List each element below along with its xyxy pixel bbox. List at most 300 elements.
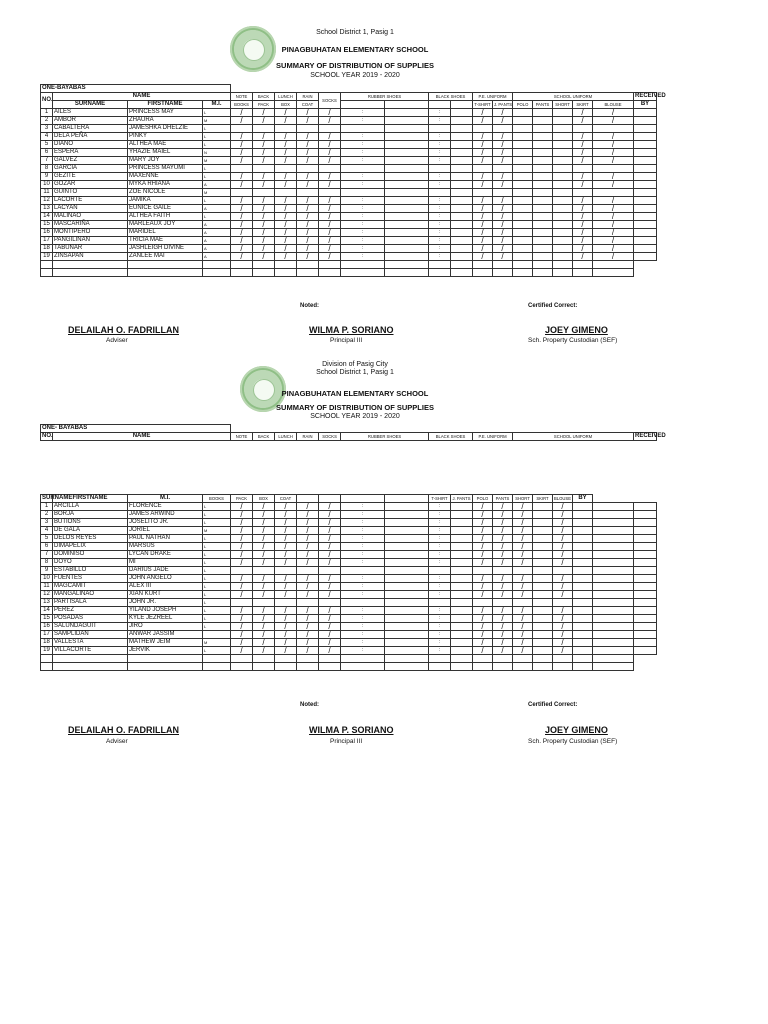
name-header: NAME <box>53 433 231 441</box>
mark-cell: / <box>231 535 253 543</box>
empty-cell <box>593 261 634 269</box>
uniform-sub-header-0: POLO <box>513 101 533 109</box>
school-name: PINAGBUHATAN ELEMENTARY SCHOOL <box>281 389 429 398</box>
mark-cell: / <box>231 149 253 157</box>
empty-cell <box>253 655 275 663</box>
empty-cell <box>41 261 53 269</box>
firstname-cell: JOHN JR. <box>128 599 203 607</box>
mark-cell: / <box>473 141 493 149</box>
blank-cell <box>231 425 253 433</box>
mark-cell <box>573 647 593 655</box>
firstname-cell: JERVIK <box>128 647 203 655</box>
mark-cell <box>533 197 553 205</box>
mark-cell <box>385 157 429 165</box>
mark-cell: / <box>553 527 573 535</box>
mi-cell: L <box>203 559 231 567</box>
mark-cell: / <box>297 607 319 615</box>
mark-cell: : <box>341 607 385 615</box>
empty-cell <box>53 261 128 269</box>
empty-cell <box>385 261 429 269</box>
mark-cell <box>553 165 573 173</box>
mark-cell: / <box>231 245 253 253</box>
mark-cell: / <box>493 639 513 647</box>
received-cell <box>634 141 657 149</box>
firstname-cell: KYLE JEZREEL <box>128 615 203 623</box>
empty-cell <box>473 663 493 671</box>
mark-cell <box>513 205 533 213</box>
mark-cell: / <box>513 647 533 655</box>
mark-cell <box>573 551 593 559</box>
mark-cell: : <box>341 237 385 245</box>
mark-cell: / <box>297 149 319 157</box>
empty-cell <box>203 261 231 269</box>
mark-cell: : <box>341 157 385 165</box>
mark-cell: / <box>319 591 341 599</box>
mark-cell <box>553 205 573 213</box>
mi-cell: L <box>203 567 231 575</box>
mark-cell <box>573 527 593 535</box>
row-number: 6 <box>41 543 53 551</box>
mark-cell: / <box>297 157 319 165</box>
mi-header: M.I. <box>203 101 231 109</box>
item-header-3: RAIN <box>297 93 319 101</box>
mark-cell: / <box>493 133 513 141</box>
mark-cell: / <box>593 213 634 221</box>
mark-cell: / <box>573 245 593 253</box>
row-number: 6 <box>41 149 53 157</box>
mark-cell <box>451 165 473 173</box>
table-row <box>41 559 657 567</box>
mark-cell: : <box>429 559 451 567</box>
table-row <box>41 253 657 261</box>
mi-cell: A <box>203 181 231 189</box>
mark-cell <box>533 205 553 213</box>
mark-cell: / <box>593 221 634 229</box>
row-number: 8 <box>41 165 53 173</box>
mark-cell: / <box>593 157 634 165</box>
mark-cell: : <box>341 559 385 567</box>
mark-cell: / <box>297 623 319 631</box>
mark-cell <box>573 599 593 607</box>
mark-cell <box>533 647 553 655</box>
mi-cell: A <box>203 205 231 213</box>
mark-cell: / <box>513 543 533 551</box>
mark-cell: / <box>275 221 297 229</box>
mark-cell: / <box>275 559 297 567</box>
item-header-0: NOTE <box>231 93 253 101</box>
mark-cell: / <box>473 615 493 623</box>
mark-cell <box>513 173 533 181</box>
received-cell <box>634 551 657 559</box>
mark-cell: : <box>429 253 451 261</box>
empty-cell <box>231 269 253 277</box>
uniform-sub-header-3: SKIRT <box>533 495 553 503</box>
firstname-cell: JORIEL <box>128 527 203 535</box>
row-number: 10 <box>41 181 53 189</box>
surname-cell: BORJA <box>53 511 128 519</box>
mark-cell <box>533 245 553 253</box>
empty-cell <box>573 655 593 663</box>
mark-cell: / <box>253 631 275 639</box>
mark-cell: / <box>231 229 253 237</box>
mark-cell: / <box>473 575 493 583</box>
mark-cell: / <box>275 631 297 639</box>
row-number: 9 <box>41 173 53 181</box>
blank-cell <box>319 85 341 93</box>
mark-cell <box>451 117 473 125</box>
section-label: ONE- BAYABAS <box>41 425 231 433</box>
mark-cell <box>553 133 573 141</box>
mark-cell: / <box>473 237 493 245</box>
mark-cell: : <box>429 535 451 543</box>
firstname-cell: JIRO <box>128 623 203 631</box>
mark-cell <box>451 181 473 189</box>
firstname-cell: YILAND JOSEPH <box>128 607 203 615</box>
empty-cell <box>429 269 451 277</box>
empty-cell <box>593 655 634 663</box>
received-cell <box>634 583 657 591</box>
mark-cell: / <box>275 229 297 237</box>
mi-cell: L <box>203 133 231 141</box>
row-number: 5 <box>41 535 53 543</box>
mark-cell: / <box>297 551 319 559</box>
mark-cell <box>513 109 533 117</box>
mark-cell <box>513 149 533 157</box>
blank-cell <box>253 85 275 93</box>
empty-cell <box>231 655 253 663</box>
received-cell <box>634 237 657 245</box>
empty-cell <box>451 261 473 269</box>
mark-cell: : <box>341 205 385 213</box>
mark-cell: : <box>429 149 451 157</box>
mark-cell: / <box>319 229 341 237</box>
mark-cell: / <box>493 181 513 189</box>
empty-cell <box>341 663 385 671</box>
mark-cell: / <box>275 205 297 213</box>
mark-cell <box>385 165 429 173</box>
mi-cell: L <box>203 109 231 117</box>
school-year: SCHOOL YEAR 2019 - 2020 <box>310 72 400 79</box>
mark-cell <box>593 519 634 527</box>
firstname-cell: MYKA RHIANA <box>128 181 203 189</box>
row-number: 3 <box>41 125 53 133</box>
surname-cell: PANGILINAN <box>53 237 128 245</box>
mark-cell <box>451 237 473 245</box>
mi-cell: A <box>203 245 231 253</box>
mark-cell: : <box>429 511 451 519</box>
empty-cell <box>385 655 429 663</box>
mark-cell: : <box>341 141 385 149</box>
mark-cell: : <box>341 647 385 655</box>
mark-cell: / <box>275 109 297 117</box>
mark-cell <box>451 639 473 647</box>
empty-cell <box>203 269 231 277</box>
received-cell <box>634 591 657 599</box>
mark-cell: / <box>473 253 493 261</box>
mark-cell: / <box>493 253 513 261</box>
mark-cell <box>385 237 429 245</box>
empty-cell <box>275 663 297 671</box>
received-cell <box>634 567 657 575</box>
mark-cell: / <box>493 615 513 623</box>
empty-cell <box>493 663 513 671</box>
table-row <box>41 141 657 149</box>
row-number: 17 <box>41 237 53 245</box>
mark-cell: : <box>429 575 451 583</box>
table-row <box>41 575 657 583</box>
mark-cell: / <box>319 535 341 543</box>
mark-cell <box>533 607 553 615</box>
table-row <box>41 109 657 117</box>
mark-cell: : <box>429 527 451 535</box>
firstname-cell: MARLEAUX JOY <box>128 221 203 229</box>
mark-cell: / <box>493 237 513 245</box>
mark-cell: / <box>253 237 275 245</box>
mark-cell <box>573 543 593 551</box>
mark-cell <box>593 599 634 607</box>
mark-cell: / <box>253 133 275 141</box>
mark-cell <box>533 519 553 527</box>
surname-cell: DE GALA <box>53 527 128 535</box>
mark-cell <box>593 551 634 559</box>
rubber-sub-a <box>341 101 385 109</box>
empty-cell <box>297 269 319 277</box>
mark-cell <box>513 157 533 165</box>
surname-cell: VALLESTA <box>53 639 128 647</box>
mark-cell: / <box>513 503 533 511</box>
mark-cell: / <box>253 197 275 205</box>
mark-cell: : <box>429 205 451 213</box>
mark-cell: / <box>473 551 493 559</box>
firstname-cell: TRICIA MAE <box>128 237 203 245</box>
mark-cell <box>553 117 573 125</box>
pe-uniform-header: P.E. UNIFORM <box>473 93 513 101</box>
form-title: SUMMARY OF DISTRIBUTION OF SUPPLIES <box>276 61 434 70</box>
mark-cell: / <box>275 519 297 527</box>
mark-cell <box>451 647 473 655</box>
item-sub-header-3: COAT <box>297 101 319 109</box>
table-row <box>41 543 657 551</box>
mi-cell: L <box>203 599 231 607</box>
firstname-cell: PAUL NATHAN <box>128 535 203 543</box>
mark-cell <box>385 527 429 535</box>
mark-cell: / <box>297 173 319 181</box>
mark-cell <box>451 503 473 511</box>
mark-cell <box>593 543 634 551</box>
mark-cell: / <box>473 245 493 253</box>
mark-cell: / <box>493 647 513 655</box>
empty-cell <box>319 663 341 671</box>
received-cell <box>634 559 657 567</box>
rubber-shoes-header: RUBBER SHOES <box>341 433 429 441</box>
surname-cell: VILLACORTE <box>53 647 128 655</box>
empty-cell <box>385 269 429 277</box>
table-row <box>41 117 657 125</box>
school-name: PINAGBUHATAN ELEMENTARY SCHOOL <box>281 45 429 54</box>
mark-cell: / <box>493 117 513 125</box>
mark-cell: / <box>473 205 493 213</box>
mi-cell: L <box>203 591 231 599</box>
row-number: 7 <box>41 157 53 165</box>
mark-cell: : <box>429 173 451 181</box>
mark-cell: / <box>297 205 319 213</box>
received-cell <box>634 229 657 237</box>
received-cell <box>634 149 657 157</box>
empty-cell <box>341 261 385 269</box>
mark-cell <box>341 189 385 197</box>
mark-cell: / <box>493 245 513 253</box>
empty-cell <box>203 663 231 671</box>
firstname-cell: PINKY <box>128 133 203 141</box>
mark-cell: : <box>429 623 451 631</box>
mark-cell: / <box>275 197 297 205</box>
mark-cell <box>451 133 473 141</box>
empty-cell <box>231 663 253 671</box>
mark-cell <box>593 607 634 615</box>
mark-cell: / <box>319 197 341 205</box>
mark-cell <box>593 575 634 583</box>
mark-cell: / <box>319 237 341 245</box>
firstname-cell: MARY JOY <box>128 157 203 165</box>
mark-cell: : <box>429 245 451 253</box>
mark-cell <box>513 117 533 125</box>
mark-cell: / <box>297 639 319 647</box>
mark-cell: / <box>231 607 253 615</box>
uniform-sub-header-1: PANTS <box>493 495 513 503</box>
mark-cell: / <box>297 519 319 527</box>
mark-cell <box>513 229 533 237</box>
mark-cell <box>451 205 473 213</box>
mark-cell <box>385 503 429 511</box>
mark-cell <box>553 245 573 253</box>
mark-cell <box>451 141 473 149</box>
custodian-name: JOEY GIMENO <box>545 325 608 335</box>
mark-cell: / <box>297 245 319 253</box>
firstname-cell: ZOE NICOLE <box>128 189 203 197</box>
mark-cell: / <box>231 117 253 125</box>
mark-cell <box>533 527 553 535</box>
mi-cell: M <box>203 189 231 197</box>
mark-cell <box>573 631 593 639</box>
principal-role: Principal III <box>330 738 363 745</box>
mark-cell: : <box>429 503 451 511</box>
mark-cell <box>451 551 473 559</box>
empty-cell <box>473 269 493 277</box>
mark-cell <box>429 125 451 133</box>
empty-cell <box>275 269 297 277</box>
mark-cell: / <box>493 229 513 237</box>
district-label: School District 1, Pasig 1 <box>316 29 394 36</box>
table-row <box>41 213 657 221</box>
mark-cell <box>385 559 429 567</box>
mark-cell <box>513 237 533 245</box>
mark-cell: / <box>319 149 341 157</box>
mark-cell <box>593 647 634 655</box>
row-number: 1 <box>41 503 53 511</box>
mark-cell: / <box>573 221 593 229</box>
mark-cell <box>533 559 553 567</box>
uniform-sub-header-2: SHORT <box>513 495 533 503</box>
mark-cell: / <box>253 141 275 149</box>
table-row <box>41 503 657 511</box>
mark-cell: / <box>553 551 573 559</box>
mark-cell: / <box>231 157 253 165</box>
mark-cell <box>513 197 533 205</box>
mark-cell: / <box>297 221 319 229</box>
mark-cell <box>429 567 451 575</box>
blank-cell <box>451 425 473 433</box>
mark-cell <box>553 229 573 237</box>
mark-cell <box>513 181 533 189</box>
mark-cell: : <box>341 253 385 261</box>
mark-cell <box>385 623 429 631</box>
mark-cell: / <box>319 213 341 221</box>
table-row <box>41 631 657 639</box>
received-cell <box>634 623 657 631</box>
mark-cell <box>385 173 429 181</box>
table-row <box>41 615 657 623</box>
mark-cell: / <box>319 615 341 623</box>
mark-cell: / <box>319 623 341 631</box>
mark-cell <box>573 503 593 511</box>
empty-cell <box>493 655 513 663</box>
mark-cell: / <box>573 133 593 141</box>
mark-cell: / <box>231 623 253 631</box>
mark-cell: / <box>593 197 634 205</box>
mark-cell: : <box>341 503 385 511</box>
mark-cell <box>451 615 473 623</box>
mark-cell <box>385 631 429 639</box>
item-header-0: NOTE <box>231 433 253 441</box>
item-sub-header-1: PACK <box>253 101 275 109</box>
mark-cell <box>533 229 553 237</box>
blank-cell <box>553 425 573 433</box>
jpants-header: J. PANTS <box>452 496 471 501</box>
mi-cell: A <box>203 237 231 245</box>
mark-cell: / <box>593 181 634 189</box>
mark-cell: / <box>275 503 297 511</box>
mark-cell: : <box>341 197 385 205</box>
mark-cell <box>513 213 533 221</box>
mark-cell <box>513 221 533 229</box>
mark-cell: / <box>493 623 513 631</box>
mark-cell: / <box>493 551 513 559</box>
mi-cell: L <box>203 551 231 559</box>
mark-cell: / <box>493 149 513 157</box>
mark-cell: / <box>573 173 593 181</box>
mark-cell: / <box>319 173 341 181</box>
mark-cell <box>451 125 473 133</box>
empty-cell <box>451 269 473 277</box>
mark-cell <box>533 157 553 165</box>
item-sub-header-0: BOOKS <box>203 495 231 503</box>
mark-cell <box>385 615 429 623</box>
item-sub-header-2: BOX <box>275 101 297 109</box>
mark-cell: / <box>473 647 493 655</box>
firstname-cell: ALTHEA FAITH <box>128 213 203 221</box>
black-sub-a <box>341 495 385 503</box>
empty-cell <box>429 261 451 269</box>
table-row <box>41 607 657 615</box>
item-sub-header-1: PACK <box>231 495 253 503</box>
name-header: NAME <box>53 93 231 101</box>
table-row <box>41 197 657 205</box>
mark-cell <box>553 125 573 133</box>
table-row <box>41 165 657 173</box>
mark-cell: / <box>319 559 341 567</box>
mark-cell: : <box>341 591 385 599</box>
mark-cell: / <box>473 535 493 543</box>
